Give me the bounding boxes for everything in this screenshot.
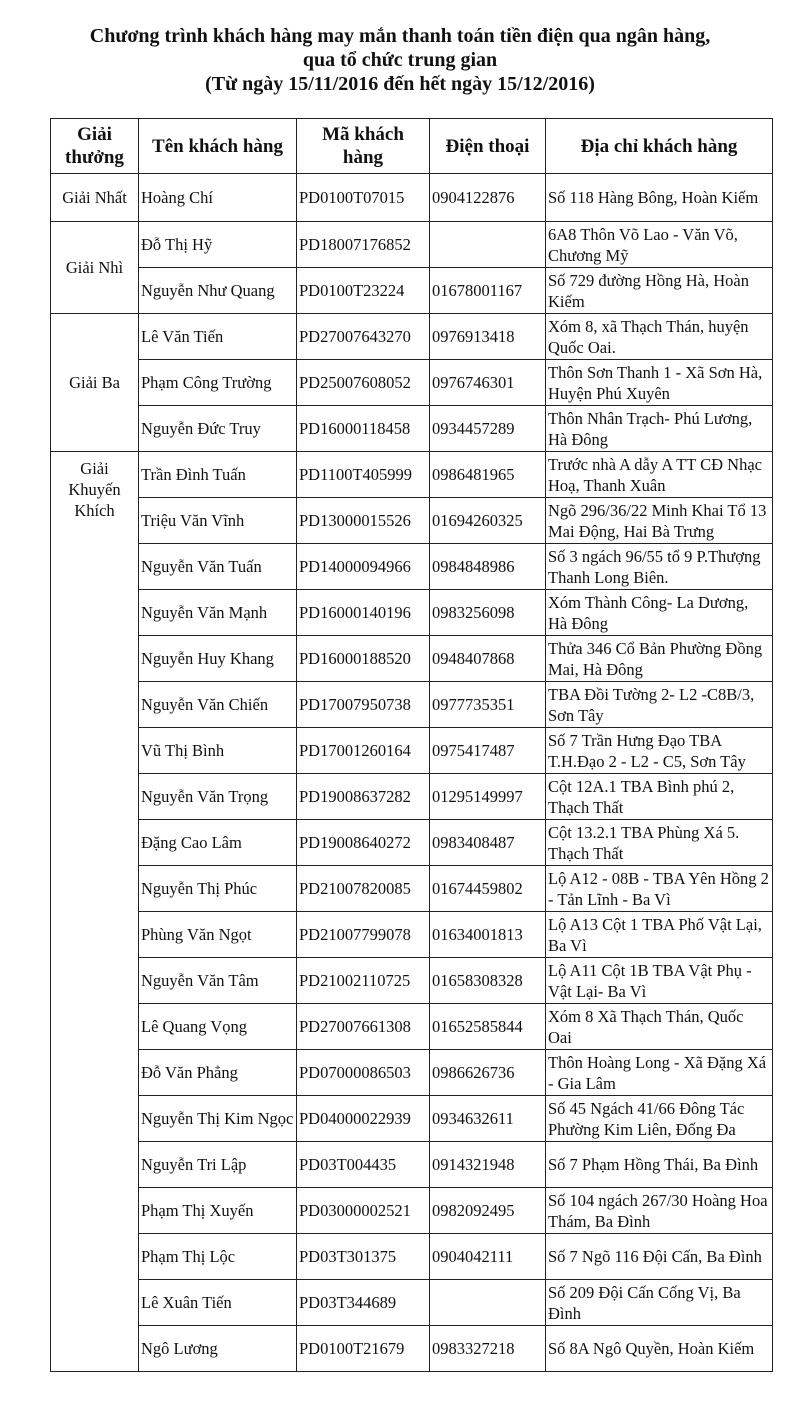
cell-address: Ngõ 296/36/22 Minh Khai Tổ 13 Mai Động, Hai Bà Trưng [546,498,773,544]
cell-phone: 01694260325 [430,498,546,544]
cell-address: Số 729 đường Hồng Hà, Hoàn Kiếm [546,268,773,314]
cell-code: PD21002110725 [297,958,430,1004]
cell-name: Phạm Thị Xuyến [139,1188,297,1234]
cell-address: Thửa 346 Cổ Bản Phường Đồng Mai, Hà Đông [546,636,773,682]
prize-second: Giải Nhì [51,222,139,314]
cell-address: 6A8 Thôn Võ Lao - Văn Võ, Chương Mỹ [546,222,773,268]
cell-name: Đặng Cao Lâm [139,820,297,866]
cell-phone: 0984848986 [430,544,546,590]
cell-code: PD14000094966 [297,544,430,590]
table-row [51,544,773,590]
cell-address: Số 45 Ngách 41/66 Đông Tác Phường Kim Liên, Đống Đa [546,1096,773,1142]
table-row [51,774,773,820]
prize-third: Giải Ba [51,314,139,452]
cell-code: PD17001260164 [297,728,430,774]
prize-first: Giải Nhất [51,174,139,222]
header-code: Mã khách hàng [297,119,430,174]
cell-name: Nguyễn Văn Trọng [139,774,297,820]
cell-address: Lộ A11 Cột 1B TBA Vật Phụ - Vật Lại- Ba Vì [546,958,773,1004]
table-row [51,1096,773,1142]
cell-phone: 0904042111 [430,1234,546,1280]
cell-phone: 0983256098 [430,590,546,636]
cell-phone: 0904122876 [430,174,546,222]
title-line-2: qua tổ chức trung gian [302,49,498,71]
cell-address: Thôn Hoàng Long - Xã Đặng Xá - Gia Lâm [546,1050,773,1096]
cell-phone: 01295149997 [430,774,546,820]
cell-code: PD03000002521 [297,1188,430,1234]
cell-name: Đỗ Văn Phẳng [139,1050,297,1096]
table-row [51,1280,773,1326]
cell-code: PD04000022939 [297,1096,430,1142]
cell-name: Triệu Văn Vĩnh [139,498,297,544]
cell-address: Cột 12A.1 TBA Bình phú 2, Thạch Thất [546,774,773,820]
cell-phone: 0983327218 [430,1326,546,1372]
cell-code: PD25007608052 [297,360,430,406]
header-name: Tên khách hàng [139,119,297,174]
cell-address: Thôn Nhân Trạch- Phú Lương, Hà Đông [546,406,773,452]
cell-phone: 0948407868 [430,636,546,682]
cell-code: PD27007661308 [297,1004,430,1050]
cell-phone: 0986626736 [430,1050,546,1096]
cell-phone: 0934457289 [430,406,546,452]
table-row [51,268,773,314]
cell-phone: 0914321948 [430,1142,546,1188]
header-phone: Điện thoại [430,119,546,174]
cell-name: Nguyễn Văn Tâm [139,958,297,1004]
cell-name: Đỗ Thị Hỹ [139,222,297,268]
cell-phone: 0934632611 [430,1096,546,1142]
table-row [51,222,773,268]
table-row [51,912,773,958]
table-row [51,682,773,728]
cell-address: Xóm 8 Xã Thạch Thán, Quốc Oai [546,1004,773,1050]
table-row [51,1234,773,1280]
cell-name: Nguyễn Thị Kim Ngọc [139,1096,297,1142]
cell-phone [430,1280,546,1326]
cell-code: PD19008640272 [297,820,430,866]
cell-phone: 01658308328 [430,958,546,1004]
cell-address: TBA Đồi Tường 2- L2 -C8B/3, Sơn Tây [546,682,773,728]
table-row [51,1050,773,1096]
cell-code: PD03T344689 [297,1280,430,1326]
winners-table [50,118,773,1372]
cell-address: Số 8A Ngô Quyền, Hoàn Kiếm [546,1326,773,1372]
cell-address: Số 7 Ngõ 116 Đội Cấn, Ba Đình [546,1234,773,1280]
cell-address: Lộ A12 - 08B - TBA Yên Hồng 2 - Tản Lĩnh - Ba Vì [546,866,773,912]
cell-name: Lê Quang Vọng [139,1004,297,1050]
cell-code: PD21007820085 [297,866,430,912]
cell-code: PD03T301375 [297,1234,430,1280]
cell-phone: 01678001167 [430,268,546,314]
cell-name: Nguyễn Đức Truy [139,406,297,452]
table-row [51,174,773,222]
cell-name: Nguyễn Văn Tuấn [139,544,297,590]
table-row [51,1188,773,1234]
cell-code: PD0100T07015 [297,174,430,222]
cell-address: Số 3 ngách 96/55 tổ 9 P.Thượng Thanh Long Biên. [546,544,773,590]
cell-address: Số 104 ngách 267/30 Hoàng Hoa Thám, Ba Đình [546,1188,773,1234]
cell-phone [430,222,546,268]
cell-name: Nguyễn Văn Chiến [139,682,297,728]
cell-phone: 0975417487 [430,728,546,774]
cell-address: Số 118 Hàng Bông, Hoàn Kiếm [546,174,773,222]
table-row [51,498,773,544]
cell-name: Phạm Công Trường [139,360,297,406]
table-row [51,314,773,360]
cell-code: PD16000188520 [297,636,430,682]
title-line-1: Chương trình khách hàng may mắn thanh toán tiền điện qua ngân hàng, [89,25,711,47]
table-row [51,728,773,774]
header-address: Địa chỉ khách hàng [546,119,773,174]
prize-consolation: Giải Khuyến Khích [51,452,139,1372]
cell-name: Nguyễn Thị Phúc [139,866,297,912]
document-title [0,24,800,96]
cell-phone: 01634001813 [430,912,546,958]
table-row [51,636,773,682]
table-row [51,1142,773,1188]
table-body [51,174,773,1372]
table-row [51,590,773,636]
cell-code: PD18007176852 [297,222,430,268]
cell-address: Xóm 8, xã Thạch Thán, huyện Quốc Oai. [546,314,773,360]
cell-code: PD0100T21679 [297,1326,430,1372]
cell-address: Xóm Thành Công- La Dương, Hà Đông [546,590,773,636]
cell-name: Hoàng Chí [139,174,297,222]
header-prize: Giải thưởng [51,119,139,174]
cell-name: Nguyễn Tri Lập [139,1142,297,1188]
cell-name: Vũ Thị Bình [139,728,297,774]
table-row [51,866,773,912]
table-header-row [51,119,773,174]
cell-phone: 01652585844 [430,1004,546,1050]
cell-code: PD13000015526 [297,498,430,544]
table-row [51,958,773,1004]
cell-phone: 0982092495 [430,1188,546,1234]
cell-phone: 0983408487 [430,820,546,866]
table-row [51,820,773,866]
cell-address: Số 7 Trần Hưng Đạo TBA T.H.Đạo 2 - L2 - C5, Sơn Tây [546,728,773,774]
cell-address: Số 7 Phạm Hồng Thái, Ba Đình [546,1142,773,1188]
cell-address: Cột 13.2.1 TBA Phùng Xá 5. Thạch Thất [546,820,773,866]
cell-name: Nguyễn Như Quang [139,268,297,314]
cell-code: PD19008637282 [297,774,430,820]
cell-name: Phạm Thị Lộc [139,1234,297,1280]
cell-code: PD07000086503 [297,1050,430,1096]
cell-address: Thôn Sơn Thanh 1 - Xã Sơn Hà, Huyện Phú Xuyên [546,360,773,406]
table-row [51,1326,773,1372]
table-row [51,360,773,406]
cell-phone: 01674459802 [430,866,546,912]
cell-name: Lê Văn Tiến [139,314,297,360]
cell-code: PD17007950738 [297,682,430,728]
cell-code: PD16000118458 [297,406,430,452]
cell-phone: 0976746301 [430,360,546,406]
cell-code: PD03T004435 [297,1142,430,1188]
cell-phone: 0986481965 [430,452,546,498]
cell-phone: 0977735351 [430,682,546,728]
title-line-3: (Từ ngày 15/11/2016 đến hết ngày 15/12/2016) [205,73,595,95]
table-row [51,406,773,452]
cell-code: PD16000140196 [297,590,430,636]
cell-name: Phùng Văn Ngọt [139,912,297,958]
table-row [51,452,773,498]
cell-name: Lê Xuân Tiến [139,1280,297,1326]
cell-address: Số 209 Đội Cấn Cống Vị, Ba Đình [546,1280,773,1326]
cell-code: PD1100T405999 [297,452,430,498]
cell-name: Ngô Lương [139,1326,297,1372]
cell-code: PD21007799078 [297,912,430,958]
cell-name: Nguyễn Huy Khang [139,636,297,682]
cell-phone: 0976913418 [430,314,546,360]
cell-code: PD27007643270 [297,314,430,360]
cell-name: Trần Đình Tuấn [139,452,297,498]
cell-name: Nguyễn Văn Mạnh [139,590,297,636]
cell-address: Trước nhà A dẫy A TT CĐ Nhạc Hoạ, Thanh Xuân [546,452,773,498]
table-row [51,1004,773,1050]
cell-code: PD0100T23224 [297,268,430,314]
cell-address: Lộ A13 Cột 1 TBA Phố Vật Lại, Ba Vì [546,912,773,958]
